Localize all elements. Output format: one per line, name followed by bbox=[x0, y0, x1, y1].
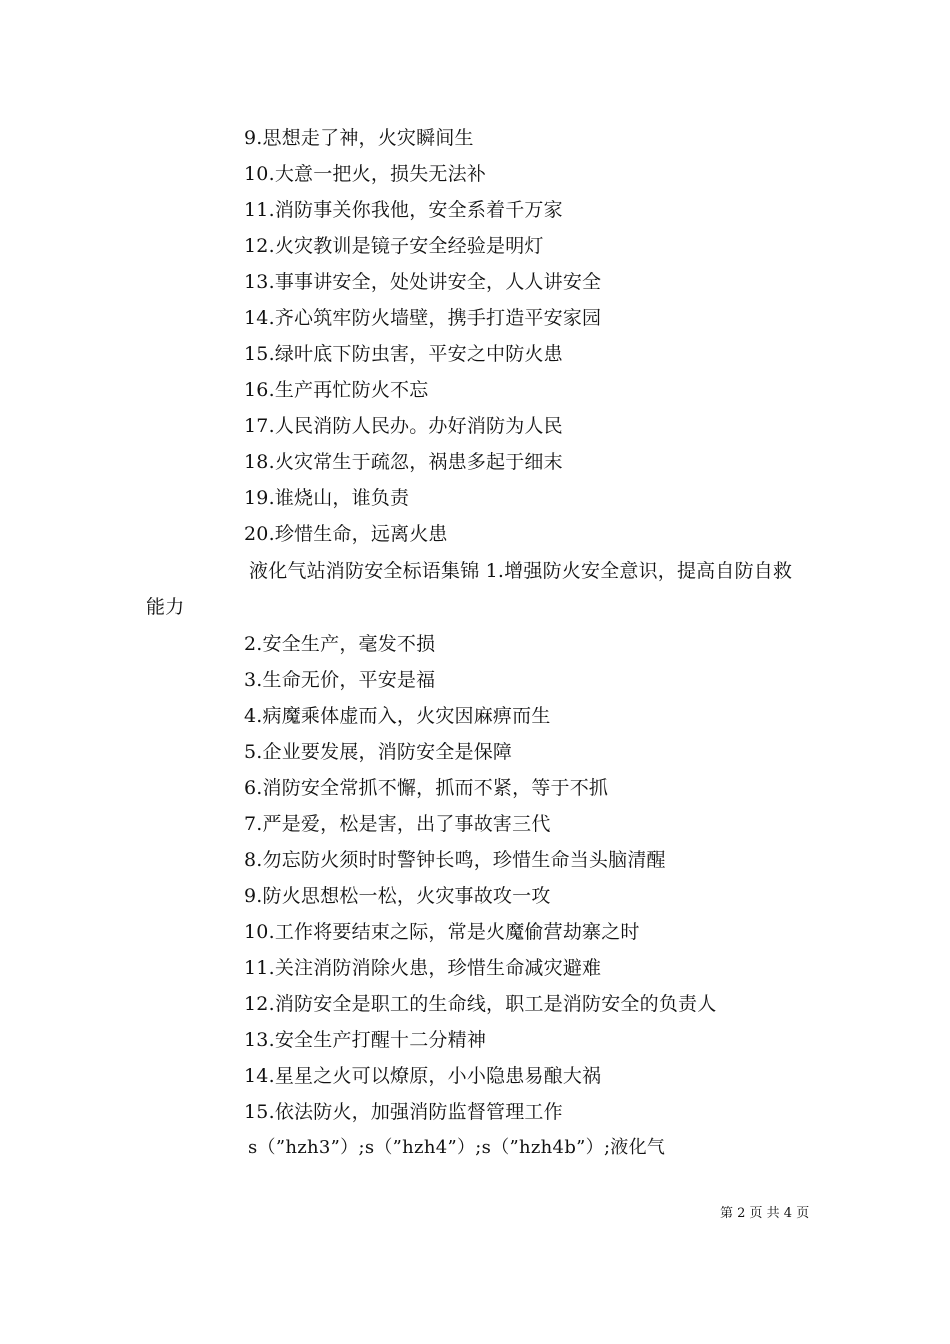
list-item: 8.勿忘防火须时时警钟长鸣，珍惜生命当头脑清醒 bbox=[244, 849, 666, 871]
list-item: 2.安全生产，毫发不损 bbox=[244, 633, 436, 655]
section-paragraph: 液化气站消防安全标语集锦 1.增强防火安全意识，提高自防自救能力 bbox=[146, 560, 793, 618]
list-item: 11.消防事关你我他，安全系着千万家 bbox=[244, 199, 563, 221]
list-item: 6.消防安全常抓不懈，抓而不紧，等于不抓 bbox=[244, 777, 609, 799]
list-item: 10.大意一把火，损失无法补 bbox=[244, 163, 487, 185]
list-item: 14.星星之火可以燎原，小小隐患易酿大祸 bbox=[244, 1065, 602, 1087]
list-item: 4.病魔乘体虚而入，火灾因麻痹而生 bbox=[244, 705, 551, 727]
list-item: 9.思想走了神，火灾瞬间生 bbox=[244, 127, 474, 149]
list-item: 13.安全生产打醒十二分精神 bbox=[244, 1029, 487, 1051]
list-item: 10.工作将要结束之际，常是火魔偷营劫寨之时 bbox=[244, 921, 640, 943]
list-item: 13.事事讲安全，处处讲安全，人人讲安全 bbox=[244, 271, 602, 293]
list-item: 20.珍惜生命，远离火患 bbox=[244, 523, 448, 545]
list-item: 5.企业要发展，消防安全是保障 bbox=[244, 741, 513, 763]
list-item: 12.火灾教训是镜子安全经验是明灯 bbox=[244, 235, 544, 257]
list-item: 14.齐心筑牢防火墙壁，携手打造平安家园 bbox=[244, 307, 602, 329]
list-item: 19.谁烧山，谁负责 bbox=[244, 487, 410, 509]
script-text-line: s（”hzh3”）;s（”hzh4”）;s（”hzh4b”）;液化气 bbox=[248, 1137, 666, 1158]
page-footer: 第 2 页 共 4 页 bbox=[720, 1206, 810, 1221]
list-item: 16.生产再忙防火不忘 bbox=[244, 379, 429, 401]
list-item: 9.防火思想松一松，火灾事故攻一攻 bbox=[244, 885, 551, 907]
list-item: 12.消防安全是职工的生命线，职工是消防安全的负责人 bbox=[244, 993, 717, 1015]
list-item: 15.绿叶底下防虫害，平安之中防火患 bbox=[244, 343, 563, 365]
list-item: 15.依法防火，加强消防监督管理工作 bbox=[244, 1101, 563, 1123]
list-item: 17.人民消防人民办。办好消防为人民 bbox=[244, 415, 563, 437]
list-item: 3.生命无价，平安是福 bbox=[244, 669, 436, 691]
list-item: 18.火灾常生于疏忽，祸患多起于细末 bbox=[244, 451, 563, 473]
list-item: 11.关注消防消除火患，珍惜生命减灾避难 bbox=[244, 957, 602, 979]
list-item: 7.严是爱，松是害，出了事故害三代 bbox=[244, 813, 551, 835]
